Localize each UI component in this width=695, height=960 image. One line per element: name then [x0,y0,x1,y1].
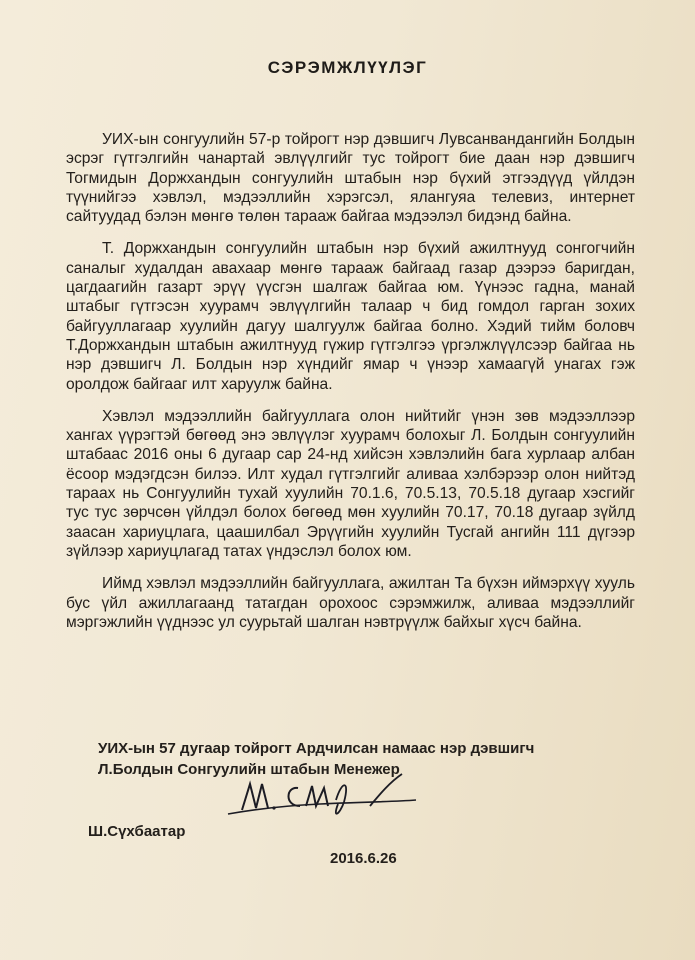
paragraph-2: Т. Доржхандын сонгуулийн штабын нэр бүхий ажилтнууд сонгогчийн саналыг худалдан авахаар мөнгө тарааж байгаад газар дээрээ баригдан, цагдаагийн газарт эрүү үүсгэн шалгаж байгаа юм. Үүнээс гадна, манай штабыг гүтгэсэн хуурамч эвлүүлгийн талаар ч бид гомдол гарган зохих байгууллагаар хуулийн дагуу шалгуулж байгаа болно. Хэдий тийм боловч Т.Доржхандын штабын ажилтнууд гүжир гүтгэлгээ үргэлжлүүлсээр байгаа нь нэр дэвшигч Л. Болдын нэр хүндийг ямар ч үнээр хамаагүй унагах гэж оролдож байгааг илт харуулж байна. [66,240,635,393]
paragraph-4: Иймд хэвлэл мэдээллийн байгууллага, ажилтан Та бүхэн иймэрхүү хууль бус үйл ажиллагаанд татагдан орохоос сэрэмжилж, аливаа мэдээллийг мэргэжлийн үүднээс ул суурьтай шалган нэвтрүүлж байхыг хүсч байна. [66,575,635,631]
handwritten-signature-icon [220,770,420,830]
signer-name: Ш.Сүхбаатар [88,823,186,840]
document-date: 2016.6.26 [330,850,397,867]
signer-position-line-1: УИХ-ын 57 дугаар тойрогт Ардчилсан намаас нэр дэвшигч [98,740,535,757]
page-title: СЭРЭМЖЛҮҮЛЭГ [267,58,428,77]
signer-position-line-2: Л.Болдын Сонгуулийн штабын Менежер [98,761,400,778]
paragraph-3: Хэвлэл мэдээллийн байгууллага олон нийтийг үнэн зөв мэдээллээр хангах үүрэгтэй бөгөөд энэ эвлүүлэг хуурамч болохыг Л. Болдын сонгуулийн штабаас 2016 оны 6 дугаар сар 24-нд хийсэн хэвлэлийн бага хурлаар албан ёсоор мэдэгдсэн билээ. Илт худал гүтгэлгийг аливаа хэлбэрээр олон нийтэд тараах нь Сонгуулийн тухай хуулийн 70.1.6, 70.5.13, 70.5.18 дугаар хэсгийг тус тус зөрчсөн үйлдэл болох бөгөөд мөн хуулийн 70.17, 70.18 дугаар зүйлд заасан хариуцлага, цаашилбал Эрүүгийн хуулийн Тусгай ангийн 111 дүгээр зүйлээр хариуцлагад татах үндэслэл болох юм. [66,407,635,560]
paragraph-1: УИХ-ын сонгуулийн 57-р тойрогт нэр дэвшигч Лувсанвандангийн Болдын эсрэг гүтгэлгийн чанартай эвлүүлгийг тус тойрогт бие даан нэр дэвшигч Тогмидын Доржхандын сонгуулийн штабын нэр бүхий этгээдүүд үйлдэн түүнийгээ хэвлэл, мэдээллийн хэрэгсэл, ялангуяа телевиз, интернет сайтуудад бэлэн мөнгө төлөн тараaж байгаа мэдээлэл бидэнд байна. [66,131,635,226]
letter-body [66,130,635,645]
